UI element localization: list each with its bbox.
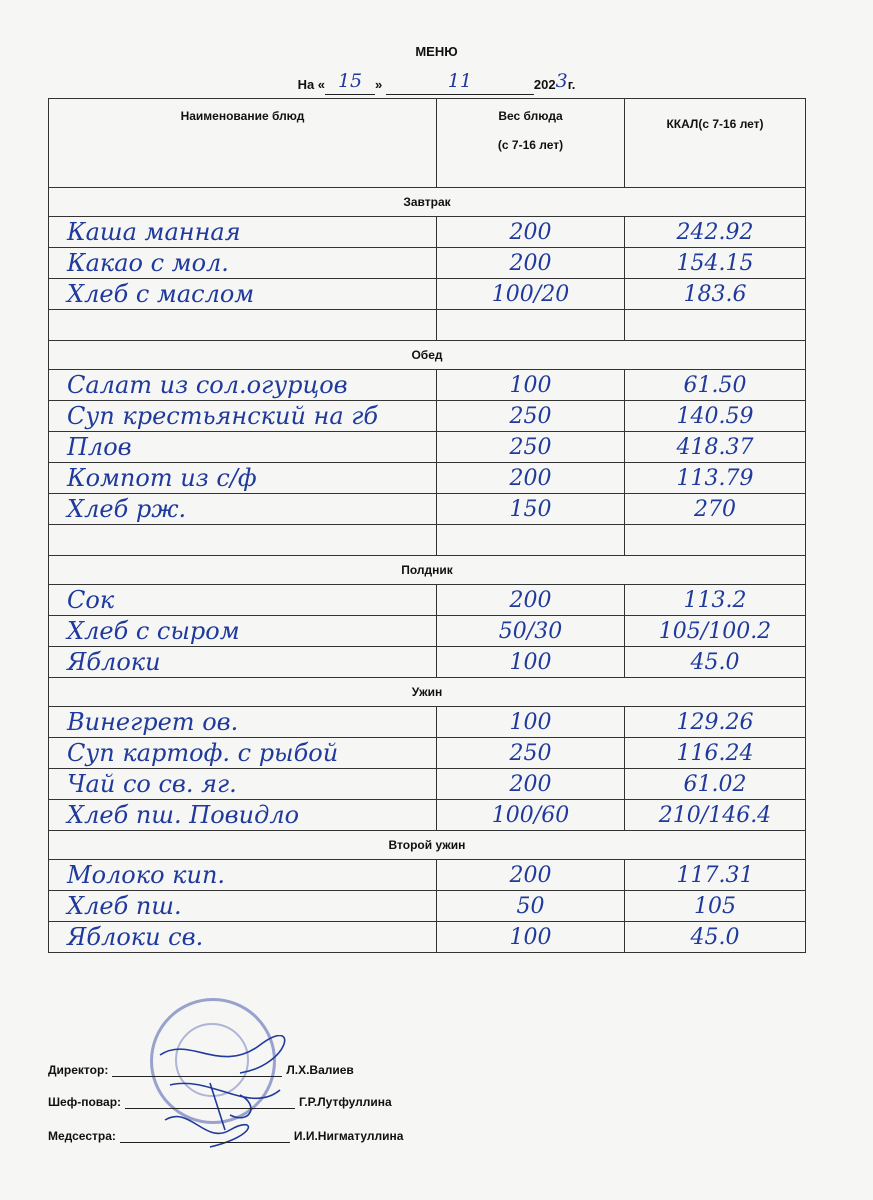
table-row [49,769,806,800]
year-suffix: г. [567,77,576,92]
empty-cell [625,310,806,341]
section-header [49,678,806,707]
dish-weight: 100 [437,922,625,953]
dish-weight: 100/60 [437,800,625,831]
table-row [49,800,806,831]
dish-name: Яблоки св. [49,922,437,953]
dish-name: Каша манная [49,217,437,248]
dish-kcal: 61.02 [625,769,806,800]
dish-weight: 200 [437,585,625,616]
empty-cell [49,525,437,556]
director-role: Директор: [48,1063,109,1077]
dish-kcal: 210/146.4 [625,800,806,831]
dish-weight: 100 [437,370,625,401]
date-prefix: На « [297,77,326,92]
dish-name: Винегрет ов. [49,707,437,738]
section-header [49,188,806,217]
menu-table [48,98,806,953]
dish-name: Молоко кип. [49,860,437,891]
dish-name: Яблоки [49,647,437,678]
date-line [0,72,873,95]
empty-row [49,310,806,341]
table-row [49,891,806,922]
dish-kcal: 418.37 [625,432,806,463]
dish-kcal: 183.6 [625,279,806,310]
dish-weight: 250 [437,432,625,463]
dish-name: Суп крестьянский на гб [49,401,437,432]
dish-weight: 200 [437,769,625,800]
dish-kcal: 242.92 [625,217,806,248]
section-title: Полдник [49,556,806,585]
dish-weight: 150 [437,494,625,525]
dish-name: Хлеб рж. [49,494,437,525]
table-row [49,707,806,738]
empty-cell [625,525,806,556]
dish-kcal: 116.24 [625,738,806,769]
dish-name: Какао с мол. [49,248,437,279]
dish-kcal: 105/100.2 [625,616,806,647]
table-row [49,370,806,401]
empty-cell [49,310,437,341]
chef-role: Шеф-повар: [48,1095,122,1109]
empty-row [49,525,806,556]
table-row [49,585,806,616]
date-mid: » [375,77,383,92]
column-dish-name: Наименование блюд [49,99,437,188]
year-prefix: 202 [533,77,556,92]
director-name: Л.Х.Валиев [286,1063,354,1077]
table-row [49,279,806,310]
nurse-role: Медсестра: [48,1129,116,1143]
month-value: 11 [447,70,472,92]
signature-chef [48,1094,392,1109]
month-field [386,72,534,95]
section-header [49,831,806,860]
signature-director [48,1062,354,1077]
dish-weight: 100 [437,647,625,678]
section-header [49,556,806,585]
dish-weight: 200 [437,248,625,279]
dish-weight: 250 [437,401,625,432]
section-title: Ужин [49,678,806,707]
table-row [49,494,806,525]
column-weight-label: Вес блюда [498,109,563,123]
dish-weight: 50/30 [437,616,625,647]
dish-name: Суп картоф. с рыбой [49,738,437,769]
dish-kcal: 113.2 [625,585,806,616]
table-row [49,738,806,769]
empty-cell [437,525,625,556]
dish-weight: 100/20 [437,279,625,310]
dish-name: Хлеб пш. Повидло [49,800,437,831]
dish-kcal: 45.0 [625,922,806,953]
dish-name: Хлеб с сыром [49,616,437,647]
table-row [49,860,806,891]
dish-name: Компот из с/ф [49,463,437,494]
nurse-name: И.И.Нигматуллина [293,1129,404,1143]
chef-name: Г.Р.Лутфуллина [299,1095,392,1109]
dish-kcal: 61.50 [625,370,806,401]
table-row [49,463,806,494]
dish-kcal: 105 [625,891,806,922]
dish-weight: 100 [437,707,625,738]
table-row [49,616,806,647]
table-row [49,647,806,678]
column-weight [437,99,625,188]
dish-name: Хлеб с маслом [49,279,437,310]
column-kcal: ККАЛ(с 7-16 лет) [625,99,806,188]
day-field [325,72,375,95]
table-row [49,248,806,279]
column-weight-age: (с 7-16 лет) [497,138,564,152]
dish-kcal: 117.31 [625,860,806,891]
table-header [49,99,806,188]
dish-weight: 200 [437,217,625,248]
dish-name: Чай со св. яг. [49,769,437,800]
dish-kcal: 129.26 [625,707,806,738]
dish-kcal: 113.79 [625,463,806,494]
dish-weight: 200 [437,463,625,494]
dish-weight: 250 [437,738,625,769]
day-value: 15 [337,70,363,92]
table-row [49,401,806,432]
section-title: Второй ужин [49,831,806,860]
dish-kcal: 140.59 [625,401,806,432]
dish-kcal: 45.0 [625,647,806,678]
dish-name: Плов [49,432,437,463]
dish-name: Хлеб пш. [49,891,437,922]
dish-weight: 50 [437,891,625,922]
empty-cell [437,310,625,341]
dish-name: Салат из сол.огурцов [49,370,437,401]
dish-name: Сок [49,585,437,616]
year-digit: 3 [555,70,568,92]
section-title: Завтрак [49,188,806,217]
page-title: МЕНЮ [415,44,458,59]
dish-weight: 200 [437,860,625,891]
dish-kcal: 154.15 [625,248,806,279]
section-title: Обед [49,341,806,370]
signature-nurse [48,1128,403,1143]
dish-kcal: 270 [625,494,806,525]
table-row [49,432,806,463]
section-header [49,341,806,370]
table-row [49,217,806,248]
table-row [49,922,806,953]
